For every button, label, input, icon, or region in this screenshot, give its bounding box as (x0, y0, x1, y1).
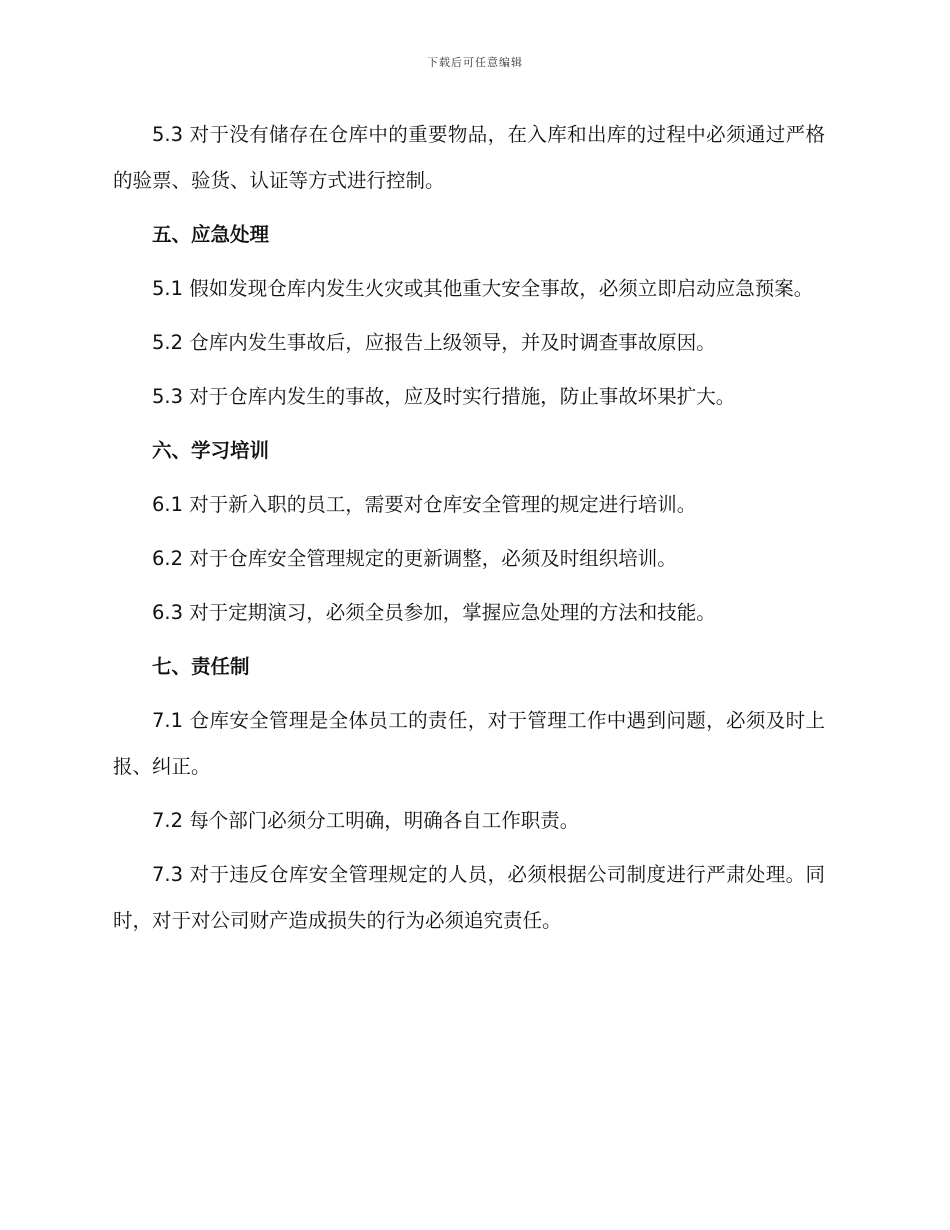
document-body (113, 112, 825, 944)
paragraph-5-2: 5.2 仓库内发生事故后，应报告上级领导，并及时调查事故原因。 (152, 331, 716, 354)
paragraph-5-3-accident: 5.3 对于仓库内发生的事故，应及时实行措施，防止事故坏果扩大。 (152, 385, 736, 408)
paragraph-7-2: 7.2 每个部门必须分工明确，明确各自工作职责。 (152, 809, 580, 832)
paragraph-6-3: 6.3 对于定期演习，必须全员参加，掌握应急处理的方法和技能。 (152, 601, 716, 624)
paragraph-7-1: 7.1 仓库安全管理是全体员工的责任，对于管理工作中遇到问题，必须及时上报、纠正。 (113, 709, 825, 778)
paragraph-7-3: 7.3 对于违反仓库安全管理规定的人员，必须根据公司制度进行严肃处理。同时，对于对公司财产造成损失的行为必须追究责任。 (113, 863, 825, 932)
section-heading-responsibility: 七、责任制 (152, 655, 250, 678)
paragraph-5-3-storage: 5.3 对于没有储存在仓库中的重要物品，在入库和出库的过程中必须通过严格的验票、验货、认证等方式进行控制。 (113, 123, 825, 192)
page-header: 下载后可任意编辑 (427, 56, 523, 69)
paragraph-5-1: 5.1 假如发现仓库内发生火灾或其他重大安全事故，必须立即启动应急预案。 (152, 277, 814, 300)
section-heading-training: 六、学习培训 (152, 439, 270, 462)
section-heading-emergency: 五、应急处理 (152, 223, 270, 246)
paragraph-6-1: 6.1 对于新入职的员工，需要对仓库安全管理的规定进行培训。 (152, 493, 697, 516)
paragraph-6-2: 6.2 对于仓库安全管理规定的更新调整，必须及时组织培训。 (152, 547, 677, 570)
